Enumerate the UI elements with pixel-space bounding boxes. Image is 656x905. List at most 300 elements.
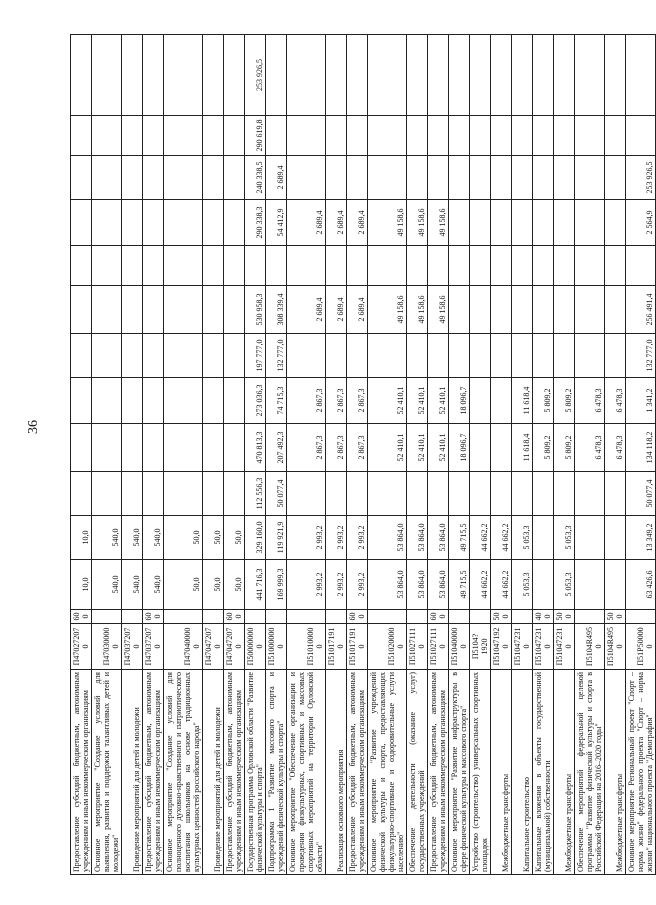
cell-code: П470472070 — [224, 624, 245, 670]
cell-c11 — [326, 116, 347, 156]
cell-c6 — [470, 334, 491, 378]
cell-c2: 2 993,2 — [287, 516, 326, 560]
cell-c11 — [491, 116, 512, 156]
cell-c5 — [71, 378, 92, 424]
cell-c1: 540,0 — [122, 560, 143, 610]
cell-c5: 52 410,1 — [428, 378, 449, 424]
cell-c3 — [347, 472, 368, 516]
table-row — [533, 35, 554, 875]
cell-c3 — [512, 472, 533, 516]
table-row — [326, 35, 347, 875]
cell-c3 — [368, 472, 407, 516]
cell-c5 — [164, 378, 203, 424]
cell-c6 — [203, 334, 224, 378]
table-row — [626, 35, 656, 875]
cell-c10: 253 926,5 — [626, 156, 656, 200]
cell-c11 — [122, 116, 143, 156]
cell-name: Предоставление субсидий бюджетным, автономным учреждениям и иным некоммерческим организациям — [143, 670, 164, 875]
cell-c4: 52 410,1 — [428, 424, 449, 472]
cell-c2: 540,0 — [92, 516, 122, 560]
cell-c8 — [407, 246, 428, 286]
cell-name: Предоставление субсидий бюджетным, автономным учреждениям и иным некоммерческим организациям — [224, 670, 245, 875]
cell-c6 — [71, 334, 92, 378]
cell-vr — [449, 610, 470, 624]
cell-c12 — [92, 35, 122, 116]
cell-c12: 253 926,5 — [245, 35, 266, 116]
cell-c6 — [605, 334, 626, 378]
cell-c5: 52 410,1 — [368, 378, 407, 424]
cell-c7 — [71, 286, 92, 334]
cell-vr — [626, 610, 656, 624]
cell-c8 — [71, 246, 92, 286]
cell-c10 — [347, 156, 368, 200]
cell-c5 — [491, 378, 512, 424]
cell-c4 — [470, 424, 491, 472]
cell-c11 — [605, 116, 626, 156]
cell-c2: 329 160,0 — [245, 516, 266, 560]
cell-c2: 53 864,0 — [428, 516, 449, 560]
cell-c9 — [554, 200, 575, 246]
cell-c9: 290 338,3 — [245, 200, 266, 246]
cell-c2: 50,0 — [224, 516, 245, 560]
cell-vr: 500 — [554, 610, 575, 624]
cell-c4: 134 118,2 — [626, 424, 656, 472]
table-row — [512, 35, 533, 875]
cell-c10 — [512, 156, 533, 200]
cell-name: Основное мероприятие "Развитие инфраструктуры в сфере физической культуры и массового спорта" — [449, 670, 470, 875]
cell-c3 — [164, 472, 203, 516]
page-number: 36 — [26, 420, 41, 434]
cell-c2: 540,0 — [143, 516, 164, 560]
cell-name: Предоставление субсидий бюджетным, автономным учреждениям и иным некоммерческим организациям — [71, 670, 92, 875]
cell-vr: 500 — [491, 610, 512, 624]
cell-c11 — [407, 116, 428, 156]
cell-c3: 112 556,3 — [245, 472, 266, 516]
cell-vr — [245, 610, 266, 624]
cell-c9 — [224, 200, 245, 246]
cell-c1: 50,0 — [164, 560, 203, 610]
cell-c9: 2 689,4 — [347, 200, 368, 246]
cell-c12 — [368, 35, 407, 116]
cell-code: П510400000 — [449, 624, 470, 670]
cell-c12 — [470, 35, 491, 116]
cell-c9 — [491, 200, 512, 246]
cell-c12 — [71, 35, 92, 116]
cell-c1: 540,0 — [92, 560, 122, 610]
cell-c9: 49 158,6 — [407, 200, 428, 246]
cell-vr — [512, 610, 533, 624]
cell-c12 — [224, 35, 245, 116]
cell-c5 — [143, 378, 164, 424]
cell-c10 — [605, 156, 626, 200]
cell-c4: 2 867,3 — [287, 424, 326, 472]
cell-c3 — [554, 472, 575, 516]
cell-code: П510171910 — [326, 624, 347, 670]
cell-c7: 49 158,6 — [428, 286, 449, 334]
cell-c5 — [92, 378, 122, 424]
cell-c10 — [407, 156, 428, 200]
table-row — [491, 35, 512, 875]
cell-c7: 49 158,6 — [407, 286, 428, 334]
cell-c3 — [428, 472, 449, 516]
table-row — [470, 35, 491, 875]
cell-c11: 290 619,8 — [245, 116, 266, 156]
cell-c12 — [512, 35, 533, 116]
cell-c5: 5 809,2 — [533, 378, 554, 424]
cell-c10: 240 338,5 — [245, 156, 266, 200]
table-row — [428, 35, 449, 875]
cell-c4: 18 096,7 — [449, 424, 470, 472]
cell-c7 — [605, 286, 626, 334]
cell-vr: 600 — [224, 610, 245, 624]
table-row — [92, 35, 122, 875]
cell-code: П470472070 — [203, 624, 224, 670]
cell-vr — [164, 610, 203, 624]
cell-c2: 53 864,0 — [407, 516, 428, 560]
cell-c11 — [92, 116, 122, 156]
cell-c12 — [287, 35, 326, 116]
cell-c3 — [470, 472, 491, 516]
cell-name: Устройство (строительство) универсальных спортивных площадок — [470, 670, 491, 875]
cell-c3 — [92, 472, 122, 516]
cell-c11 — [347, 116, 368, 156]
cell-vr — [470, 610, 491, 624]
cell-c1: 169 999,3 — [266, 560, 287, 610]
cell-c5: 74 715,3 — [266, 378, 287, 424]
cell-c12 — [533, 35, 554, 116]
cell-c6 — [512, 334, 533, 378]
cell-code: П5104R4950 — [605, 624, 626, 670]
cell-c8 — [287, 246, 326, 286]
cell-c2: 49 715,5 — [449, 516, 470, 560]
cell-vr — [368, 610, 407, 624]
cell-c2: 5 053,3 — [512, 516, 533, 560]
cell-c1: 2 993,2 — [287, 560, 326, 610]
cell-c6 — [164, 334, 203, 378]
cell-c5: 52 410,1 — [407, 378, 428, 424]
cell-vr: 400 — [533, 610, 554, 624]
cell-c12 — [143, 35, 164, 116]
cell-c4: 6 478,3 — [575, 424, 605, 472]
cell-c11 — [71, 116, 92, 156]
cell-c8 — [626, 246, 656, 286]
cell-c7 — [203, 286, 224, 334]
cell-c2: 10,0 — [71, 516, 92, 560]
cell-name: Основное мероприятие "Создание условий для полноценного духовно-нравственного и патриотического воспитания школьников на основе традиционных культурных ценностей российского народа" — [164, 670, 203, 875]
cell-c2: 119 921,9 — [266, 516, 287, 560]
cell-vr: 600 — [347, 610, 368, 624]
cell-code: П470272070 — [71, 624, 92, 670]
cell-name: Основное мероприятие "Развитие учреждений физической культуры и спорта, предоставляющих физкультурно-спортивные и оздоровительные услуги населению" — [368, 670, 407, 875]
cell-c9 — [71, 200, 92, 246]
cell-c12 — [347, 35, 368, 116]
cell-c9 — [470, 200, 491, 246]
cell-c4 — [71, 424, 92, 472]
cell-c3 — [533, 472, 554, 516]
cell-vr: 600 — [71, 610, 92, 624]
table-row — [224, 35, 245, 875]
cell-c10 — [71, 156, 92, 200]
cell-c8 — [347, 246, 368, 286]
cell-c12 — [407, 35, 428, 116]
cell-code: П510471920 — [491, 624, 512, 670]
cell-name: Обеспечение мероприятий федеральной целевой программы "Развитие физической культуры и спорта в Российской Федерации на 2016–2020 годы" — [575, 670, 605, 875]
cell-c7 — [470, 286, 491, 334]
cell-c2: 2 993,2 — [326, 516, 347, 560]
cell-code: П470400000 — [164, 624, 203, 670]
cell-c10 — [224, 156, 245, 200]
cell-c8 — [470, 246, 491, 286]
cell-c8 — [245, 246, 266, 286]
table-row — [575, 35, 605, 875]
cell-c8 — [122, 246, 143, 286]
cell-c12 — [491, 35, 512, 116]
cell-c1: 2 993,2 — [347, 560, 368, 610]
cell-vr — [575, 610, 605, 624]
cell-c5 — [122, 378, 143, 424]
cell-name: Основное мероприятие "Обеспечение организации и проведения физкультурных, спортивных и массовых спортивных мероприятий на территории Орловской области" — [287, 670, 326, 875]
cell-name: Обеспечение деятельности (оказание услуг) государственных учреждений — [407, 670, 428, 875]
cell-c11 — [449, 116, 470, 156]
cell-c12 — [266, 35, 287, 116]
cell-c2: 50,0 — [164, 516, 203, 560]
cell-c11 — [287, 116, 326, 156]
cell-c6 — [407, 334, 428, 378]
cell-c9 — [512, 200, 533, 246]
cell-c6 — [368, 334, 407, 378]
cell-c8 — [428, 246, 449, 286]
cell-c5: 18 096,7 — [449, 378, 470, 424]
cell-code: П510472310 — [533, 624, 554, 670]
cell-c1: 2 993,2 — [326, 560, 347, 610]
cell-c3 — [491, 472, 512, 516]
cell-c11 — [164, 116, 203, 156]
cell-code: П510100000 — [287, 624, 326, 670]
cell-code: П510271110 — [428, 624, 449, 670]
cell-c6 — [533, 334, 554, 378]
cell-c5: 2 867,3 — [347, 378, 368, 424]
cell-c8 — [554, 246, 575, 286]
table-row — [368, 35, 407, 875]
cell-c8 — [203, 246, 224, 286]
cell-c10 — [368, 156, 407, 200]
cell-c7 — [533, 286, 554, 334]
cell-name: Капитальные вложения в объекты государственной (муниципальной) собственности — [533, 670, 554, 875]
cell-c9: 2 564,9 — [626, 200, 656, 246]
cell-c4: 2 867,3 — [347, 424, 368, 472]
cell-c2: 44 662,2 — [470, 516, 491, 560]
cell-c9: 49 158,6 — [428, 200, 449, 246]
table-row — [449, 35, 470, 875]
cell-c2: 2 993,2 — [347, 516, 368, 560]
budget-table — [70, 34, 656, 875]
cell-code: П510200000 — [368, 624, 407, 670]
cell-c6 — [449, 334, 470, 378]
cell-c1: 50,0 — [203, 560, 224, 610]
cell-c7 — [491, 286, 512, 334]
cell-c11 — [143, 116, 164, 156]
cell-code: П510000000 — [266, 624, 287, 670]
cell-c10 — [449, 156, 470, 200]
cell-c6 — [224, 334, 245, 378]
cell-c6: 197 777,0 — [245, 334, 266, 378]
cell-c9 — [164, 200, 203, 246]
cell-c8 — [533, 246, 554, 286]
cell-c5 — [203, 378, 224, 424]
cell-name: Государственная программа Орловской области "Развитие физической культуры и спорта" — [245, 670, 266, 875]
cell-c6 — [287, 334, 326, 378]
cell-c6 — [122, 334, 143, 378]
table-row — [407, 35, 428, 875]
cell-code: П510472310 — [554, 624, 575, 670]
cell-c2: 5 053,3 — [554, 516, 575, 560]
cell-c9 — [575, 200, 605, 246]
cell-c12 — [164, 35, 203, 116]
cell-name: Межбюджетные трансферты — [554, 670, 575, 875]
cell-c6 — [347, 334, 368, 378]
cell-c9: 2 689,4 — [326, 200, 347, 246]
cell-name: Основное мероприятие Региональный проект "Спорт – норма жизни" федерального проекта "Спорт – норма жизни" национального проекта "Демография" — [626, 670, 656, 875]
cell-c6 — [575, 334, 605, 378]
cell-c1: 53 864,0 — [368, 560, 407, 610]
cell-c11 — [203, 116, 224, 156]
cell-c10 — [428, 156, 449, 200]
cell-c7: 308 339,4 — [266, 286, 287, 334]
cell-name: Межбюджетные трансферты — [605, 670, 626, 875]
cell-c5: 2 867,3 — [326, 378, 347, 424]
cell-c12 — [428, 35, 449, 116]
cell-c1: 63 426,6 — [626, 560, 656, 610]
cell-c8 — [224, 246, 245, 286]
table-row — [143, 35, 164, 875]
cell-c7: 256 491,4 — [626, 286, 656, 334]
cell-c8 — [512, 246, 533, 286]
table-row — [266, 35, 287, 875]
cell-c6: 132 777,0 — [626, 334, 656, 378]
cell-code: П470300000 — [92, 624, 122, 670]
cell-c12 — [203, 35, 224, 116]
cell-c6 — [554, 334, 575, 378]
cell-c5: 11 618,4 — [512, 378, 533, 424]
cell-c10 — [122, 156, 143, 200]
cell-c7 — [143, 286, 164, 334]
cell-c3 — [575, 472, 605, 516]
cell-c11 — [626, 116, 656, 156]
cell-c4: 5 809,2 — [533, 424, 554, 472]
cell-c4 — [122, 424, 143, 472]
cell-c3 — [449, 472, 470, 516]
cell-c6 — [92, 334, 122, 378]
cell-c8 — [266, 246, 287, 286]
cell-c9 — [143, 200, 164, 246]
cell-c5: 273 036,3 — [245, 378, 266, 424]
cell-c11 — [512, 116, 533, 156]
cell-c3 — [224, 472, 245, 516]
cell-c1: 50,0 — [224, 560, 245, 610]
cell-c11 — [266, 116, 287, 156]
cell-c3 — [605, 472, 626, 516]
cell-name: Подпрограмма 1 "Развитие массового спорта и учреждений физической культуры и спорта" — [266, 670, 287, 875]
cell-c4: 11 618,4 — [512, 424, 533, 472]
cell-vr — [287, 610, 326, 624]
cell-c5: 2 867,3 — [287, 378, 326, 424]
cell-vr: 500 — [605, 610, 626, 624]
cell-c9: 2 689,4 — [287, 200, 326, 246]
cell-c9: 49 158,6 — [368, 200, 407, 246]
cell-c2 — [605, 516, 626, 560]
cell-vr: 600 — [428, 610, 449, 624]
cell-c8 — [92, 246, 122, 286]
cell-c10 — [143, 156, 164, 200]
cell-c6 — [428, 334, 449, 378]
cell-c10 — [164, 156, 203, 200]
cell-c9 — [449, 200, 470, 246]
cell-c11 — [533, 116, 554, 156]
cell-c10 — [470, 156, 491, 200]
cell-name: Проведение мероприятий для детей и молодежи — [122, 670, 143, 875]
table-row — [71, 35, 92, 875]
cell-c8 — [449, 246, 470, 286]
cell-code: П510271110 — [407, 624, 428, 670]
cell-code: П510472310 — [512, 624, 533, 670]
cell-vr — [203, 610, 224, 624]
table-row — [287, 35, 326, 875]
cell-c7: 49 158,6 — [368, 286, 407, 334]
cell-c10: 2 689,4 — [266, 156, 287, 200]
cell-name: Капитальное строительство — [512, 670, 533, 875]
cell-code: П51Р500000 — [626, 624, 656, 670]
cell-c3 — [407, 472, 428, 516]
cell-c1 — [575, 560, 605, 610]
cell-c10 — [575, 156, 605, 200]
cell-c8 — [368, 246, 407, 286]
cell-c5: 5 809,2 — [554, 378, 575, 424]
cell-c10 — [326, 156, 347, 200]
cell-name: Реализация основного мероприятия — [326, 670, 347, 875]
rotated-table-container — [70, 35, 656, 875]
cell-code: П500000000 — [245, 624, 266, 670]
cell-name: Межбюджетные трансферты — [491, 670, 512, 875]
cell-c1: 44 662,2 — [491, 560, 512, 610]
cell-vr — [92, 610, 122, 624]
cell-c12 — [626, 35, 656, 116]
cell-c4: 52 410,1 — [368, 424, 407, 472]
cell-c4: 6 478,3 — [605, 424, 626, 472]
table-row — [122, 35, 143, 875]
cell-vr: 600 — [143, 610, 164, 624]
cell-c3 — [143, 472, 164, 516]
cell-c11 — [368, 116, 407, 156]
cell-c1 — [605, 560, 626, 610]
table-row — [164, 35, 203, 875]
cell-c3: 50 077,4 — [626, 472, 656, 516]
cell-c1: 53 864,0 — [407, 560, 428, 610]
cell-code: П5104?1920 — [470, 624, 491, 670]
table-body — [71, 35, 656, 875]
cell-c11 — [224, 116, 245, 156]
cell-c7 — [164, 286, 203, 334]
cell-c3 — [122, 472, 143, 516]
cell-c11 — [575, 116, 605, 156]
cell-c2: 50,0 — [203, 516, 224, 560]
cell-c7 — [224, 286, 245, 334]
cell-c10 — [533, 156, 554, 200]
cell-c12 — [605, 35, 626, 116]
cell-code: П470372070 — [122, 624, 143, 670]
cell-c7 — [554, 286, 575, 334]
cell-vr — [122, 610, 143, 624]
cell-c7: 2 689,4 — [326, 286, 347, 334]
